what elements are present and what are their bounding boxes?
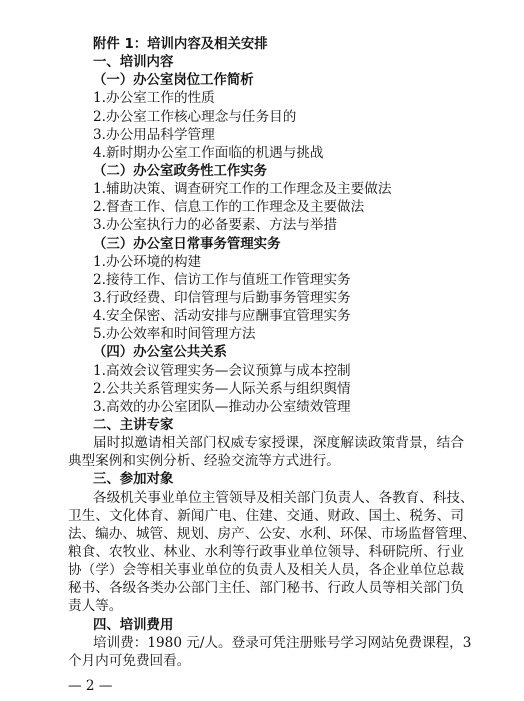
section-4-line-2: 个月内可免费回看。 <box>68 652 191 669</box>
group-2-item-3: 3.办公室执行力的必备要素、方法与举措 <box>93 217 338 234</box>
section-3-line-5: 协（学）会等相关事业单位的负责人及相关人员，各企业单位总裁 <box>68 562 464 579</box>
group-3-title: （三）办公室日常事务管理实务 <box>93 236 281 252</box>
group-2-title: （二）办公室政务性工作实务 <box>93 164 268 179</box>
group-4-title: （四）办公室公共关系 <box>93 345 227 361</box>
page-number: — 2 — <box>68 678 113 694</box>
section-2-heading: 二、主讲专家 <box>93 418 174 434</box>
group-1-item-2: 2.办公室工作核心理念与任务目的 <box>93 108 297 125</box>
section-2-line-1: 届时拟邀请相关部门权威专家授课，深度解读政策背景，结合 <box>93 435 464 452</box>
group-4-item-3: 3.高效的办公室团队—推动办公室绩效管理 <box>93 398 351 415</box>
section-3-line-6: 秘书、各级各类办公部门主任、部门秘书、行政人员等相关部门负 <box>68 580 464 597</box>
section-3-line-7: 责人等。 <box>68 598 123 615</box>
group-1-item-3: 3.办公用品科学管理 <box>93 126 215 143</box>
group-3-item-1: 1.办公环境的构建 <box>93 253 202 270</box>
section-1-heading: 一、培训内容 <box>93 55 174 71</box>
section-4-line-1: 培训费：1980 元/人。登录可凭注册账号学习网站免费课程，3 <box>93 634 472 651</box>
group-3-item-2: 2.接待工作、信访工作与值班工作管理实务 <box>93 271 351 288</box>
group-3-item-3: 3.行政经费、印信管理与后勤事务管理实务 <box>93 290 351 307</box>
section-3-line-4: 粮食、农牧业、林业、水利等行政事业单位领导、科研院所、行业 <box>68 544 464 561</box>
annex-title: 附件 1：培训内容及相关安排 <box>93 37 268 52</box>
group-3-item-5: 5.办公效率和时间管理方法 <box>93 326 256 343</box>
group-2-item-2: 2.督查工作、信息工作的工作理念及主要做法 <box>93 199 365 216</box>
section-3-line-3: 法、编办、城管、规划、房产、公安、水利、环保、市场监督管理、 <box>68 525 476 542</box>
group-4-item-2: 2.公共关系管理实务—人际关系与组织舆情 <box>93 380 351 397</box>
section-3-line-2: 卫生、文化体育、新闻广电、住建、交通、财政、国土、税务、司 <box>68 507 464 524</box>
group-4-item-1: 1.高效会议管理实务—会议预算与成本控制 <box>93 362 351 379</box>
section-3-line-1: 各级机关事业单位主管领导及相关部门负责人、各教育、科技、 <box>93 489 474 506</box>
group-1-title: （一）办公室岗位工作简析 <box>93 73 254 89</box>
group-3-item-4: 4.安全保密、活动安排与应酬事宜管理实务 <box>93 308 351 325</box>
group-1-item-4: 4.新时期办公室工作面临的机遇与挑战 <box>93 144 324 161</box>
section-4-heading: 四、培训费用 <box>93 617 174 633</box>
group-2-item-1: 1.辅助决策、调查研究工作的工作理念及主要做法 <box>93 181 392 198</box>
group-1-item-1: 1.办公室工作的性质 <box>93 90 215 107</box>
section-2-line-2: 典型案例和实例分析、经验交流等方式进行。 <box>68 453 340 470</box>
section-3-heading: 三、参加对象 <box>93 472 174 488</box>
